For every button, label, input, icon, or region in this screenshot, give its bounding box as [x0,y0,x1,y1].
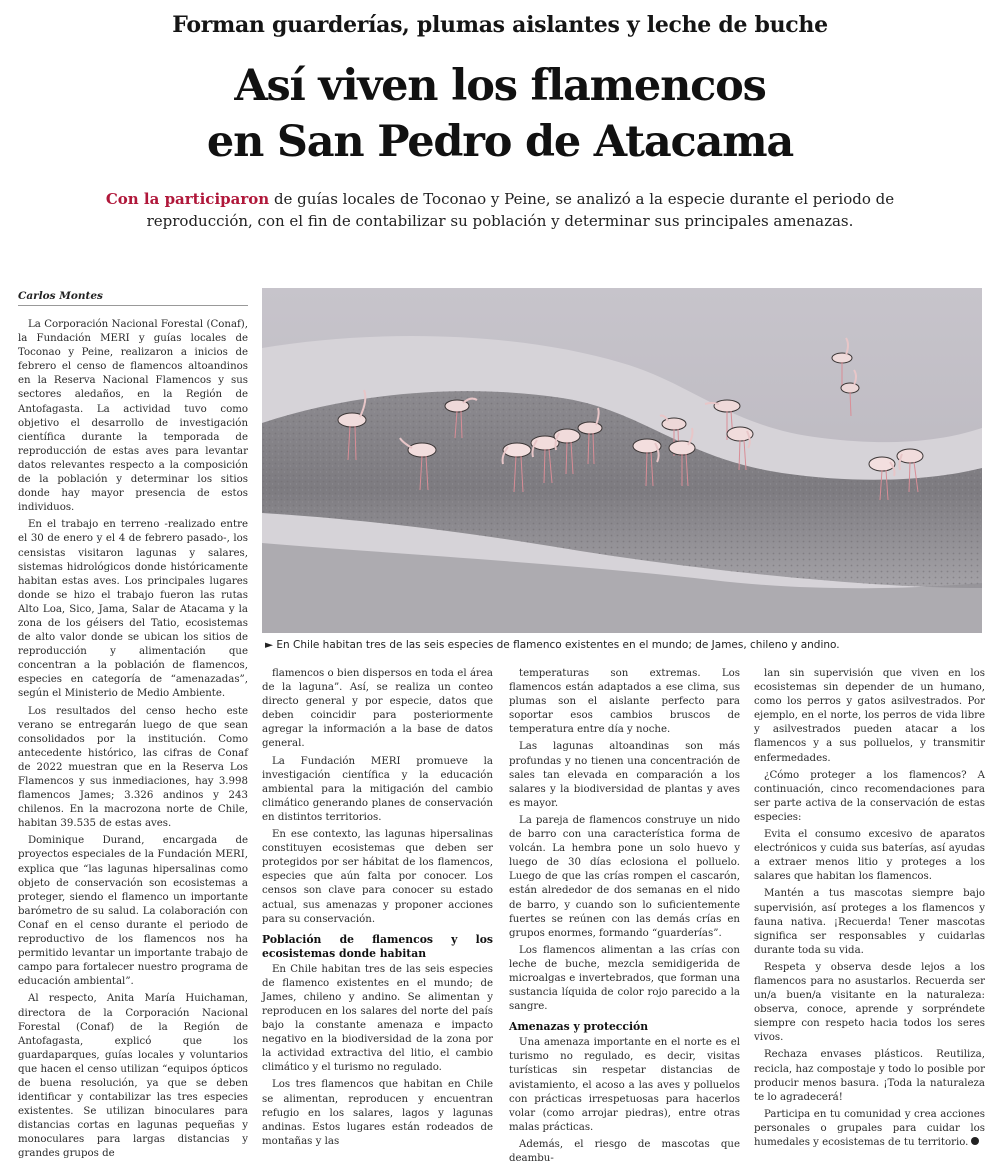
paragraph: ¿Cómo proteger a los flamencos? A continuación, cinco recomendaciones para ser parte activa de la conservación de estas especies: [754,769,985,823]
paragraph: En ese contexto, las lagunas hipersalinas constituyen ecosistemas que deben ser protegidos por ser hábitat de los flamencos, especies que aún falta por conocer. Los censos son clave para conocer su estado actual, sus amenazas y proponer acciones para su conservación. [262,829,493,925]
paragraph: Dominique Durand, encargada de proyectos especiales de la Fundación MERI, explica que “las lagunas hipersalinas como objeto de conservación son ecosistemas a proteger, siendo el flamenco un importante barómetro de su salud. La colaboración con Conaf en el censo durante el periodo de reproductivo de los flamencos nos ha permitido levantar un importante trabajo de campo para fortalecer nuestro programa de educación ambiental”. [18,835,248,988]
paragraph: lan sin supervisión que viven en los ecosistemas sin depender de un humano, como los perros y gatos asilvestrados. Por ejemplo, en el norte, los perros de vida libre y asilvestrados pueden atacar a los flamencos y a sus polluelos, y transmitir enfermedades. [754,668,985,764]
caption-text: En Chile habitan tres de las seis especies de flamenco existentes en el mundo; de James, chileno y andino. [276,639,840,651]
deck-text: de guías locales de Toconao y Peine, se analizó a la especie durante el periodo de reproducción, con el fin de contabilizar su población y determinar sus principales amenazas. [146,190,895,230]
byline-block [18,290,248,306]
paragraph-final [754,1108,985,1150]
paragraph: Al respecto, Anita María Huichaman, directora de la Corporación Nacional Forestal (Conaf) de la Región de Antofagasta, explicó que los guardaparques, guías locales y voluntarios que hacen el censo utilizan “equipos ópticos de buena resolución, ya que se deben identificar y contabilizar las tres especies existentes. Se utilizan binoculares para distancias cortas en lagunas pequeñas y monoculares para largas distancias y grandes grupos de [18,993,248,1160]
article-column-4 [754,667,985,1158]
byline: Carlos Montes [18,290,248,306]
paragraph: flamencos o bien dispersos en toda el área de la laguna”. Así, se realiza un conteo directo general y por especie, datos que deben coincidir para posteriormente agregar la información a la base de datos general. [262,668,493,750]
section-heading-population: Población de flamencos y los ecosistemas donde habitan [262,932,493,960]
section-heading-threats: Amenazas y protección [509,1020,649,1034]
kicker: Forman guarderías, plumas aislantes y leche de buche [172,12,828,38]
article-column-3 [509,667,740,1164]
caption-arrow-icon: ► [265,639,274,651]
deck-lead: Con la participaron [105,190,270,208]
paragraph: La pareja de flamencos construye un nido de barro con una característica forma de volcán. La hembra pone un solo huevo y luego de 30 días eclosiona el polluelo. Luego de que las crías rompen el cascarón, están alrededor de dos semanas en el nido de barro, y cuando son lo suficientemente fuertes se reúnen con las demás crías en grupos enormes, formando “guarderías”. [509,814,740,939]
paragraph: En el trabajo en terreno -realizado entre el 30 de enero y el 4 de febrero pasado-, los censistas visitaron lagunas y salares, sistemas hidrológicos donde históricamente habitan estas aves. Los principales lugares donde se hizo el trabajo fueron las rutas Alto Loa, Sico, Jama, Salar de Atacama y la zona de los géisers del Tatio, ecosistemas de alto valor donde se ubican los sitios de reproducción y alimentación que concentran a la población de flamencos, especies en categoría de “amenazadas”, según el Ministerio de Medio Ambiente. [18,519,248,700]
paragraph: Rechaza envases plásticos. Reutiliza, recicla, haz compostaje y todo lo posible por producir menos basura. ¡Toda la naturaleza te lo agradecerá! [754,1049,985,1103]
paragraph: Las lagunas altoandinas son más profundas y no tienen una concentración de sales tan elevada en comparación a los salares y la biodiversidad de plantas y aves es mayor. [509,741,740,809]
flamingo-photo [262,288,982,633]
deck [100,188,900,232]
paragraph: Además, el riesgo de mascotas que deambu- [509,1138,740,1164]
photo-caption [265,639,985,651]
final-text: Participa en tu comunidad y crea acciones personales o grupales para cuidar los humedales y ecosistemas de tu territorio. [754,1108,985,1148]
article-column-1 [18,318,248,1158]
paragraph: Los flamencos alimentan a las crías con leche de buche, mezcla semidigerida de microalgas e invertebrados, que forman una sustancia líquida de color rojo parecido a la sangre. [509,944,740,1013]
paragraph: En Chile habitan tres de las seis especies de flamenco existentes en el mundo; de James, chileno y andino. Se alimentan y reproducen en los salares del norte del país bajo la constante amenaza e impacto negativo en la biodiversidad de la zona por la actividad extractiva del litio, el cambio climático y el turismo no regulado. [262,963,493,1074]
headline-line-2: en San Pedro de Atacama [206,117,794,167]
paragraph: Una amenaza importante en el norte es el turismo no regulado, es decir, visitas turísticas sin respetar distancias de avistamiento, el acoso a las aves y polluelos con prácticas irrespetuosas para hacerlos volar (como arrojar piedras), entre otras malas prácticas. [509,1037,740,1133]
paragraph: Los resultados del censo hecho este verano se entregarán luego de que sean consolidados por la institución. Como antecedente histórico, las cifras de Conaf de 2022 muestran que en la Reserva Los Flamencos y sus inmediaciones, hay 3.998 flamencos James; 3.326 andinos y 243 chilenos. En la macrozona norte de Chile, habitan 39.535 de estas aves. [18,705,248,830]
paragraph: La Corporación Nacional Forestal (Conaf), la Fundación MERI y guías locales de Toconao y Peine, realizaron a inicios de febrero el censo de flamencos altoandinos en la Reserva Nacional Flamencos y sus sectores aledaños, en la Región de Antofagasta. La actividad tuvo como objetivo el desarrollo de investigación científica durante la temporada de reproducción de estas aves para levantar datos relevantes respecto a la composición de la población y determinar los sitios donde hay mayor presencia de estos individuos. [18,319,248,514]
paragraph: temperaturas son extremas. Los flamencos están adaptados a ese clima, sus plumas son el aislante perfecto para soportar esos cambios bruscos de temperatura entre día y noche. [509,668,740,736]
paragraph: La Fundación MERI promueve la investigación científica y la educación ambiental para la mitigación del cambio climático generando planes de conservación en distintos territorios. [262,755,493,823]
article-column-2 [262,667,493,1158]
end-of-article-icon [971,1137,979,1145]
headline [0,58,1000,170]
headline-line-1: Así viven los flamencos [234,61,766,111]
paragraph: Los tres flamencos que habitan en Chile se alimentan, reproducen y encuentran refugio en los salares, lagos y lagunas andinas. Estos lugares están rodeados de montañas y las [262,1079,493,1147]
paragraph: Respeta y observa desde lejos a los flamencos para no asustarlos. Recuerda ser un/a buen/a visitante en la naturaleza: observa, conoce, aprende y sorpréndete siempre con respeto hacia todos los seres vivos. [754,961,985,1044]
paragraph: Evita el consumo excesivo de aparatos electrónicos y cuida sus baterías, así ayudas a extraer menos litio y proteges a los salares que habitan los flamencos. [754,829,985,883]
paragraph: Mantén a tus mascotas siempre bajo supervisión, así proteges a los flamencos y fauna nativa. ¡Recuerda! Tener mascotas significa ser responsables y cuidarlas durante toda su vida. [754,888,985,956]
